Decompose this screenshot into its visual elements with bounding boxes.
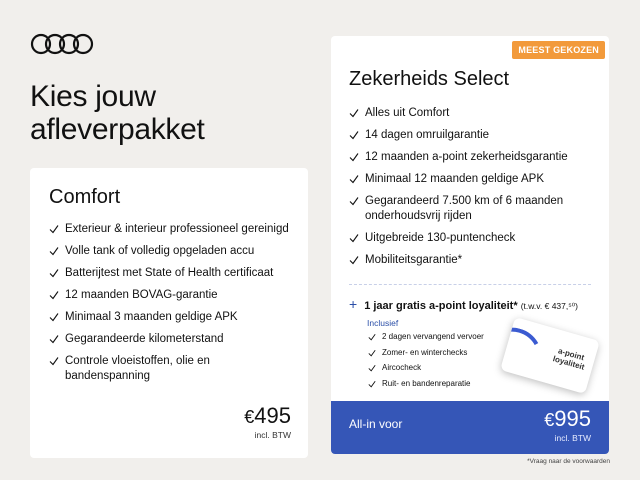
feature-label: Zomer- en winterchecks (382, 347, 468, 357)
footnote: *Vraag naar de voorwaarden (527, 458, 610, 465)
feature-label: Exterieur & interieur professioneel gereinigd (65, 223, 289, 235)
page-title (30, 80, 290, 146)
comfort-title: Comfort (49, 186, 121, 208)
feature-item (368, 363, 484, 373)
check-icon (368, 333, 376, 341)
feature-item (368, 348, 484, 358)
feature-item (349, 172, 599, 187)
comfort-btw: incl. BTW (254, 430, 291, 440)
allin-price-bar[interactable] (331, 401, 609, 454)
select-btw: incl. BTW (554, 433, 591, 443)
comfort-price-block (244, 404, 291, 440)
check-icon (49, 334, 59, 344)
feature-item (349, 150, 599, 165)
loyalty-bonus (349, 296, 578, 312)
page-title-line1: Kies jouw (30, 80, 156, 113)
feature-label: Alles uit Comfort (365, 107, 450, 119)
comfort-feature-list (49, 222, 294, 391)
feature-label: 12 maanden BOVAG-garantie (65, 289, 218, 301)
select-price (544, 407, 591, 432)
most-chosen-badge: MEEST GEKOZEN (512, 41, 605, 59)
allin-label: All-in voor (349, 417, 403, 431)
check-icon (49, 224, 59, 234)
currency-symbol: € (244, 407, 255, 427)
check-icon (349, 108, 359, 118)
check-icon (349, 196, 359, 206)
check-icon (49, 312, 59, 322)
loyalty-card-image (500, 317, 600, 394)
included-list (368, 332, 484, 394)
feature-label: Volle tank of volledig opgeladen accu (65, 245, 255, 257)
feature-label: Aircocheck (382, 363, 422, 372)
check-icon (368, 364, 376, 372)
feature-item (49, 266, 294, 281)
feature-label: Gegarandeerd 7.500 km of 6 maanden onderhoudsvrij rijden (365, 195, 564, 222)
feature-item (368, 332, 484, 342)
feature-label: Controle vloeistoffen, olie en bandenspanning (65, 355, 210, 382)
select-feature-list (349, 106, 599, 275)
feature-item (49, 244, 294, 259)
feature-item (349, 231, 599, 246)
check-icon (368, 380, 376, 388)
feature-item (349, 128, 599, 143)
check-icon (49, 246, 59, 256)
feature-item (349, 194, 599, 224)
feature-label: 14 dagen omruilgarantie (365, 129, 490, 141)
card-text: a-point loyaliteit (551, 346, 586, 372)
comfort-price (244, 404, 291, 429)
audi-rings-icon (30, 33, 94, 55)
feature-label: Uitgebreide 130-puntencheck (365, 232, 516, 244)
feature-label: 2 dagen vervangend vervoer (382, 332, 484, 341)
check-icon (349, 152, 359, 162)
loyalty-bonus-value: (t.w.v. € 437,⁵⁰) (520, 301, 579, 311)
feature-item (349, 253, 599, 268)
check-icon (349, 255, 359, 265)
select-price-value: 995 (554, 406, 591, 431)
check-icon (49, 290, 59, 300)
page-title-line2: afleverpakket (30, 113, 205, 146)
comfort-package-card[interactable] (30, 168, 308, 458)
check-icon (368, 349, 376, 357)
feature-label: 12 maanden a-point zekerheidsgarantie (365, 151, 568, 163)
feature-item (49, 222, 294, 237)
feature-label: Minimaal 12 maanden geldige APK (365, 173, 545, 185)
loyalty-bonus-text: 1 jaar gratis a-point loyaliteit* (364, 300, 518, 312)
plus-icon: + (349, 296, 358, 312)
feature-label: Mobiliteitsgarantie* (365, 254, 463, 266)
check-icon (349, 233, 359, 243)
feature-label: Ruit- en bandenreparatie (382, 378, 471, 388)
included-heading: Inclusief (367, 318, 399, 328)
feature-item (49, 310, 294, 325)
check-icon (49, 268, 59, 278)
divider (349, 284, 591, 285)
feature-label: Batterijtest met State of Health certificaat (65, 267, 274, 279)
check-icon (349, 174, 359, 184)
card-arc-graphic (500, 320, 549, 394)
check-icon (349, 130, 359, 140)
currency-symbol: € (544, 410, 555, 430)
select-package-card[interactable] (331, 36, 609, 454)
feature-item (49, 354, 294, 384)
feature-item (368, 379, 484, 389)
feature-item (349, 106, 599, 121)
feature-label: Gegarandeerde kilometerstand (65, 333, 224, 345)
comfort-price-value: 495 (254, 403, 291, 428)
select-price-block (544, 407, 591, 443)
check-icon (49, 356, 59, 366)
select-title: Zekerheids Select (349, 68, 510, 90)
feature-item (49, 332, 294, 347)
feature-label: Minimaal 3 maanden geldige APK (65, 311, 238, 323)
feature-item (49, 288, 294, 303)
